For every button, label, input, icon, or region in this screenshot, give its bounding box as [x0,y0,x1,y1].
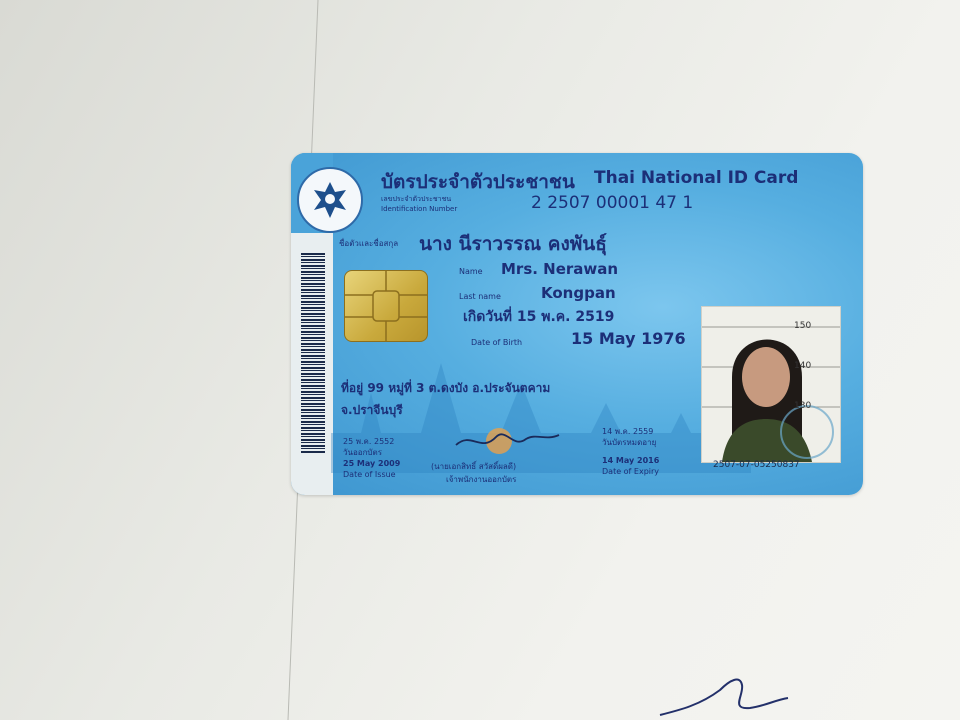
scale-130: 130 [794,401,812,411]
id-label-english: Identification Number [381,205,458,213]
last-name-english: Kongpan [541,284,616,302]
expiry-date-english: 14 May 2016 [602,456,660,465]
signature-icon [451,423,561,459]
photo-code: 2507-07-05250837 [713,460,800,470]
officer-title: เจ้าพนักงานออกบัตร [446,475,517,484]
expiry-label-english: Date of Expiry [602,467,660,476]
scale-150: 150 [794,321,812,331]
expiry-label-thai: วันบัตรหมดอายุ [602,438,657,447]
name-label-thai: ชื่อตัวและชื่อสกุล [339,239,399,248]
id-number: 2 2507 00001 47 1 [531,193,694,213]
issue-date-english: 25 May 2009 [343,459,401,468]
date-of-birth-english: 15 May 1976 [571,329,686,348]
name-thai: นาง นีราวรรณ คงพันธุ์ [419,233,607,255]
chip-icon [344,270,428,342]
barcode-icon [301,253,325,453]
last-name-label: Last name [459,292,501,301]
address-line-2: จ.ปราจีนบุรี [341,403,403,417]
id-label-thai: เลขประจำตัวประชาชน [381,195,452,203]
date-of-birth-label: Date of Birth [471,338,523,347]
holder-photo [701,306,841,463]
height-scale [794,307,834,457]
officer-name: (นายเอกสิทธิ์ สวัสดิ์ผลดี) [431,462,517,471]
paper-signature-icon [650,670,790,720]
issue-label-english: Date of Issue [343,470,396,479]
issue-date-thai: 25 พ.ค. 2552 [343,437,395,446]
expiry-date-thai: 14 พ.ค. 2559 [602,427,654,436]
scale-140: 140 [794,361,812,371]
address-line-1: ที่อยู่ 99 หมู่ที่ 3 ต.ดงบัง อ.ประจันตคาม [341,381,551,395]
thai-id-card [291,153,863,495]
name-label-english: Name [459,267,483,276]
garuda-emblem-icon [297,167,363,233]
card-title-english: Thai National ID Card [594,168,799,188]
issue-label-thai: วันออกบัตร [343,448,382,457]
card-title-thai: บัตรประจำตัวประชาชน [381,171,575,193]
name-english: Mrs. Nerawan [501,260,619,278]
date-of-birth-thai: เกิดวันที่ 15 พ.ค. 2519 [463,309,615,325]
